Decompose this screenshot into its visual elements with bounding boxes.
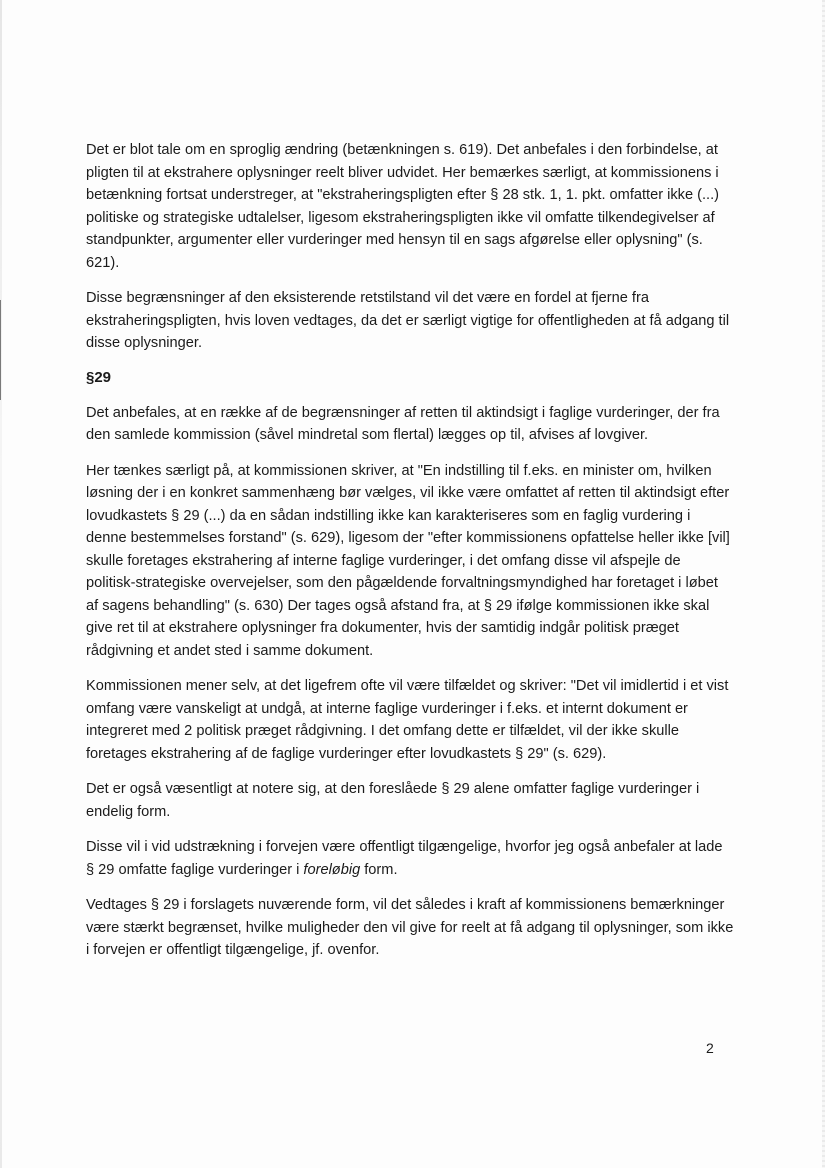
preliminary-italic-word: foreløbig [303, 861, 361, 878]
paragraph-conclusion: Vedtages § 29 i forslagets nuværende form, vil det således i kraft af kommissionens bemærkninger være stærkt begrænset, hvilke muligheder den vil give for reelt at få adgang til oplysninger, som ikke i forvejen er offentligt tilgængelige, jf. ovenfor. [86, 897, 734, 958]
scan-edge-left [0, 0, 2, 1168]
paragraph-commission-view: Kommissionen mener selv, at det ligefrem ofte vil være tilfældet og skriver: "Det vil imidlertid i et vist omfang være vanskeligt at undgå, at interne faglige vurderinger i f.eks. et internt dokument er integreret med 2 politisk præget rådgivning. I det omfang dette er tilfældet, vil der ikke skulle foretages ekstrahering af de faglige vurderinger efter lovudkastets § 29" (s. 629). [86, 678, 729, 762]
scan-mark [0, 300, 1, 400]
paragraph-limitations: Disse begrænsninger af den eksisterende retstilstand vil det være en fordel at fjerne fra ekstraheringspligten, hvis loven vedtages, da det er særligt vigtige for offentligheden at få adgang til disse oplysninger. [86, 290, 730, 351]
paragraph-extraction-duty: Det er blot tale om en sproglig ændring (betænkningen s. 619). Det anbefales i den forbindelse, at pligten til at ekstrahere oplysninger reelt bliver udvidet. Her bemærkes særligt, at kommissionens i betænkning fortsat understreger, at "ekstraheringspligten efter § 28 stk. 1, 1. pkt. omfatter ikke (...) politiske og strategiske udtalelser, ligesom ekstraheringspligten ikke vil omfatte tilkendegivelser af standpunkter, argumenter eller vurderinger med hensyn til en sags afgørelse eller oplysning" (s. 621). [86, 142, 720, 271]
document-body [86, 139, 734, 975]
paragraph-final-form: Det er også væsentligt at notere sig, at den foreslåede § 29 alene omfatter faglige vurderinger i endelig form. [86, 781, 700, 820]
preliminary-text-end: form. [360, 861, 398, 878]
paragraph-preliminary-form [86, 836, 734, 881]
preliminary-text-start: Disse vil i vid udstrækning i forvejen være offentligt tilgængelige, hvorfor jeg også anbefaler at lade § 29 omfatte faglige vurderinger i [86, 839, 723, 878]
paragraph-recommendation: Det anbefales, at en række af de begrænsninger af retten til aktindsigt i faglige vurderinger, der fra den samlede kommission (såvel mindretal som flertal) lægges op til, afvises af lovgiver. [86, 404, 720, 443]
paragraph-commission-quote: Her tænkes særligt på, at kommissionen skriver, at "En indstilling til f.eks. en minister om, hvilken løsning der i en konkret sammenhæng bør vælges, vil ikke være omfattet af retten til aktindsigt efter lovudkastets § 29 (...) da en sådan indstilling ikke kan karakteriseres som en faglig vurdering i denne bestemmelses forstand" (s. 629), ligesom der "efter kommissionens opfattelse heller ikke [vil] skulle foretages ekstrahering af interne faglige vurderinger, i det omfang disse vil afspejle de politisk-strategiske overvejelser, som den pågældende forvaltningsmyndighed har foretaget i løbet af sagens behandling" (s. 630) Der tages også afstand fra, at § 29 ifølge kommissionen ikke skal give ret til at ekstrahere oplysninger fra dokumenter, hvis der samtidig indgår politisk præget rådgivning et andet sted i samme dokument. [86, 462, 730, 659]
section-heading-29: §29 [86, 368, 112, 386]
page-number: 2 [706, 1040, 714, 1056]
